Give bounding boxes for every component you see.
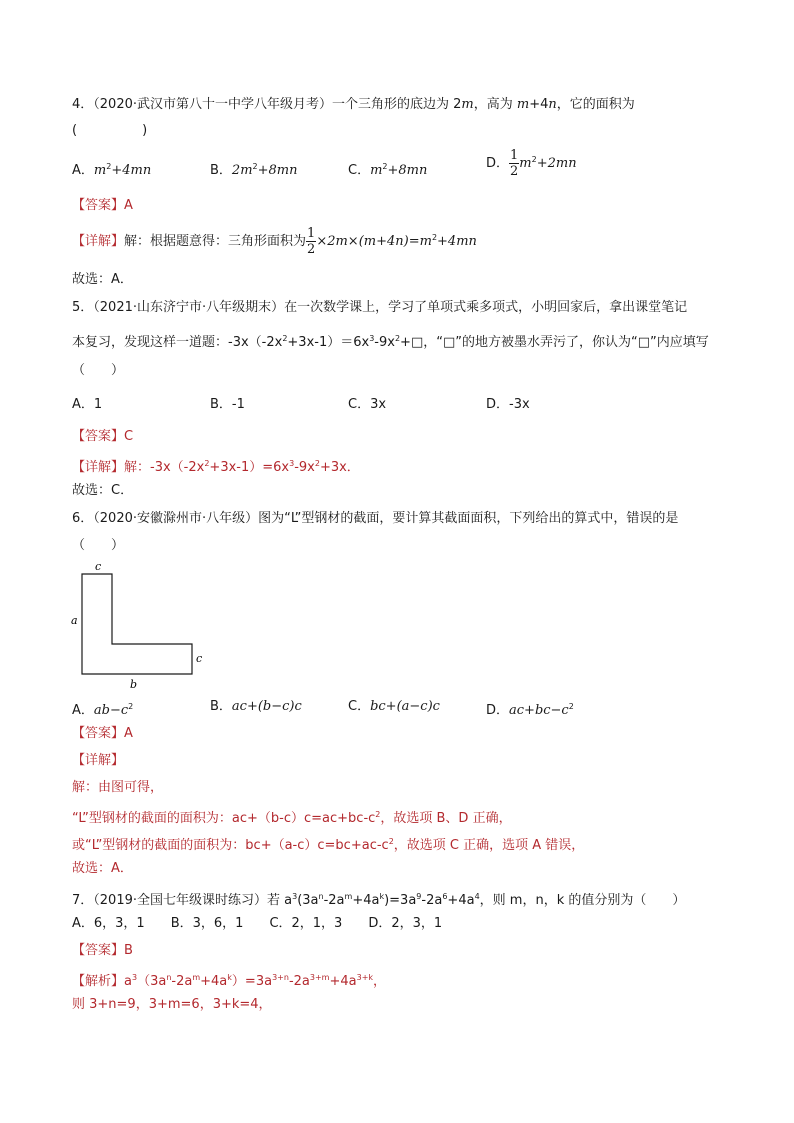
q6-option-d-math: ac+bc−c [509,703,569,718]
q4-option-a-sup: 2 [106,162,112,171]
figure-label-right: c [196,652,203,665]
q7-analysis-label: 【解析】 [72,974,125,989]
q5-detail-part-d: +3x． [319,460,360,475]
q6-option-d-sup: 2 [568,702,574,711]
l-shape-figure [66,558,216,692]
q7-stem-part-d: +4a [352,893,380,908]
q5-detail-part-b: +3x-1）=6x [209,460,290,475]
q4-stem-plus: +4 [529,97,549,112]
q7-stem-part-b: (3a [297,893,319,908]
q4-detail-math: ×2m×(m+4n)=m [316,234,432,249]
q6-conclusion: 故选：A． [72,861,133,876]
q6-paren: （ ） [72,538,125,553]
q6-option-a-label: A． [72,703,94,718]
q7-answer-label: 【答案】 [72,943,125,958]
q6-answer [72,725,133,743]
q4-detail-tail: +4mn [437,234,477,249]
q6-option-c [348,698,440,716]
q7-analysis-sup-5: 3+n [272,973,289,982]
q5-detail-part-a: 解：-3x（-2x [124,460,205,475]
q4-option-a-rest: +4mn [111,163,152,178]
q4-option-d-sup: 2 [531,155,537,164]
q5-option-d: D．-3x [486,397,530,412]
q4-option-a [72,158,151,180]
q7-analysis [72,969,386,991]
q7-stem-sup-1: 3 [292,892,298,901]
q7-analysis-sup-3: m [192,973,201,982]
q4-option-c-sup: 2 [382,162,388,171]
q7-analysis-part-b: （3a [137,974,167,989]
q6-answer-label: 【答案】 [72,726,125,741]
q7-analysis-part-e: ）=3a [231,974,273,989]
q5-answer-value: C [124,429,134,444]
q7-stem-part-g: +4a [447,893,475,908]
q6-detail-line2-sup: 2 [375,810,381,819]
q7-analysis-part-a: a [124,974,132,989]
q6-option-b-math: ac+(b−c)c [231,699,302,714]
q7-answer-value: B [124,943,133,958]
q7-stem-sup-5: 9 [416,892,422,901]
q7-options: A．6，3，1 B．3，6，1 C．2，1，3 D．2，3，1 [72,916,443,931]
q7-analysis-sup-4: k [227,973,232,982]
q6-option-a-sup: 2 [128,702,134,711]
q5-answer [72,428,133,446]
q4-option-d-numerator: 1 [510,148,519,163]
q5-stem-part-d: +□，“□”的地方被墨水弄污了，你认为“□”内应填写 [400,335,709,350]
q7-stem-sup-4: k [379,892,385,901]
q5-stem-part-c: -9x [374,335,395,350]
q5-stem-sup-c: 2 [394,334,401,343]
q6-detail-line3 [72,833,584,855]
q4-option-d-label: D． [486,156,510,171]
q6-option-b-label: B． [210,699,232,714]
q7-stem [72,888,685,910]
q7-stem-part-f: -2a [421,893,443,908]
q7-analysis-part-g: +4a [329,974,357,989]
q6-option-d [486,698,574,720]
q4-option-c [348,158,427,180]
q6-detail-line2 [72,806,512,828]
q5-stem-line2 [72,330,709,352]
q5-detail-sup-c: 2 [314,459,320,468]
q4-conclusion: 故选：A． [72,272,133,287]
q5-option-b: B．-1 [210,397,245,412]
q6-answer-value: A [124,726,133,741]
q4-option-d-rest: +2mn [536,156,577,171]
q7-analysis-part-h: ， [373,974,387,989]
q4-option-b [210,158,298,180]
q4-paren: ( ) [72,123,148,138]
figure-label-left: a [71,614,78,627]
q5-stem-part-a: 本复习，发现这样一道题：-3x（-2x [72,335,283,350]
q5-option-c: C．3x [348,397,387,412]
q7-stem-sup-2: n [318,892,324,901]
q4-option-c-label: C． [348,163,371,178]
q4-detail-label: 【详解】 [72,234,125,249]
q6-option-a [72,698,133,720]
q6-detail-line3-sup: 2 [388,837,394,846]
q5-paren: （ ） [72,363,125,378]
q7-stem-sup-3: m [344,892,353,901]
q4-var-n: n [548,97,557,112]
q4-option-a-label: A． [72,163,94,178]
q7-stem-part-a: 7．（2019·全国七年级课时练习）若 a [72,893,293,908]
q7-analysis-sup-2: n [166,973,172,982]
q6-option-c-label: C． [348,699,371,714]
figure-label-bottom: b [130,678,138,691]
q6-detail-line3-b: ，故选项 C 正确，选项 A 错误， [393,838,585,853]
q6-option-c-math: bc+(a−c)c [370,699,440,714]
q5-answer-label: 【答案】 [72,429,125,444]
q4-answer-value: A [124,198,133,213]
q7-stem-sup-6: 6 [442,892,448,901]
q6-detail-label: 【详解】 [72,753,125,768]
q6-option-d-label: D． [486,703,510,718]
q4-detail [72,226,477,257]
q4-answer [72,197,133,215]
q4-option-c-math: m [370,163,383,178]
q5-detail [72,455,360,477]
q6-option-a-math: ab−c [93,703,129,718]
q7-analysis-part-f: -2a [288,974,310,989]
q5-detail-sup-b: 3 [289,459,295,468]
q4-option-d-fraction [509,148,519,179]
q6-detail-line2-a: “L”型钢材的截面的面积为：ac+（b-c）c=ac+bc-c [72,811,376,826]
q4-detail-denominator: 2 [307,242,316,257]
q5-detail-label: 【详解】 [72,460,125,475]
l-shape-outline [82,574,192,674]
q6-detail-line2-b: ，故选项 B、D 正确， [380,811,512,826]
q4-detail-sup: 2 [431,233,438,242]
q7-analysis-sup-1: 3 [131,973,138,982]
q5-conclusion: 故选：C． [72,483,134,498]
q5-stem-line1: 5．（2021·山东济宁市·八年级期末）在一次数学课上，学习了单项式乘多项式，小明回家后，拿出课堂笔记 [72,300,688,315]
q4-var-m2: m [516,97,530,112]
q7-stem-sup-7: 4 [474,892,480,901]
q6-option-b [210,698,302,716]
q7-answer [72,942,133,960]
q4-option-b-rest: +8mn [257,163,298,178]
q4-var-m: m [461,97,474,112]
q4-stem-text-3: ，它的面积为 [556,97,635,112]
q7-stem-part-h: ，则 m，n，k 的值分别为（ ） [479,893,686,908]
q4-detail-fraction [306,226,316,257]
q4-option-b-sup: 2 [252,162,258,171]
q5-stem-sup-b: 3 [369,334,375,343]
q7-analysis-part-c: -2a [171,974,193,989]
q5-detail-part-c: -9x [294,460,315,475]
q4-option-c-rest: +8mn [387,163,428,178]
q4-option-d-denominator: 2 [510,164,519,179]
q7-stem-part-e: )=3a [384,893,417,908]
q5-stem-sup-a: 2 [282,334,288,343]
q5-stem-part-b: +3x-1）＝6x [287,335,370,350]
q4-stem [72,96,635,114]
q4-option-d-math: m [519,156,532,171]
q4-stem-text: 4．（2020·武汉市第八十一中学八年级月考）一个三角形的底边为 2 [72,97,462,112]
q4-option-d [486,148,577,179]
q4-answer-label: 【答案】 [72,198,125,213]
q4-option-b-label: B． [210,163,232,178]
q7-analysis-part-d: +4a [200,974,228,989]
q5-option-a: A．1 [72,397,103,412]
q6-detail-line1: 解：由图可得， [72,780,164,795]
q7-analysis-sup-7: 3+k [356,973,374,982]
q4-option-b-math: 2m [231,163,253,178]
q7-analysis-line2: 则 3+n=9，3+m=6，3+k=4， [72,997,272,1012]
q4-stem-text-2: ，高为 [473,97,517,112]
q7-stem-part-c: -2a [323,893,345,908]
q4-option-a-math: m [93,163,107,178]
q6-detail-line3-a: 或“L”型钢材的截面的面积为：bc+（a-c）c=bc+ac-c [72,838,389,853]
q5-detail-sup-a: 2 [204,459,210,468]
q4-detail-text: 解：根据题意得：三角形面积为 [124,234,307,249]
figure-label-top: c [95,560,102,573]
q6-stem: 6．（2020·安徽滁州市·八年级）图为“L”型钢材的截面，要计算其截面面积，下列给出的算式中，错误的是 [72,511,679,526]
q4-detail-numerator: 1 [307,226,316,241]
q7-analysis-sup-6: 3+m [309,973,330,982]
